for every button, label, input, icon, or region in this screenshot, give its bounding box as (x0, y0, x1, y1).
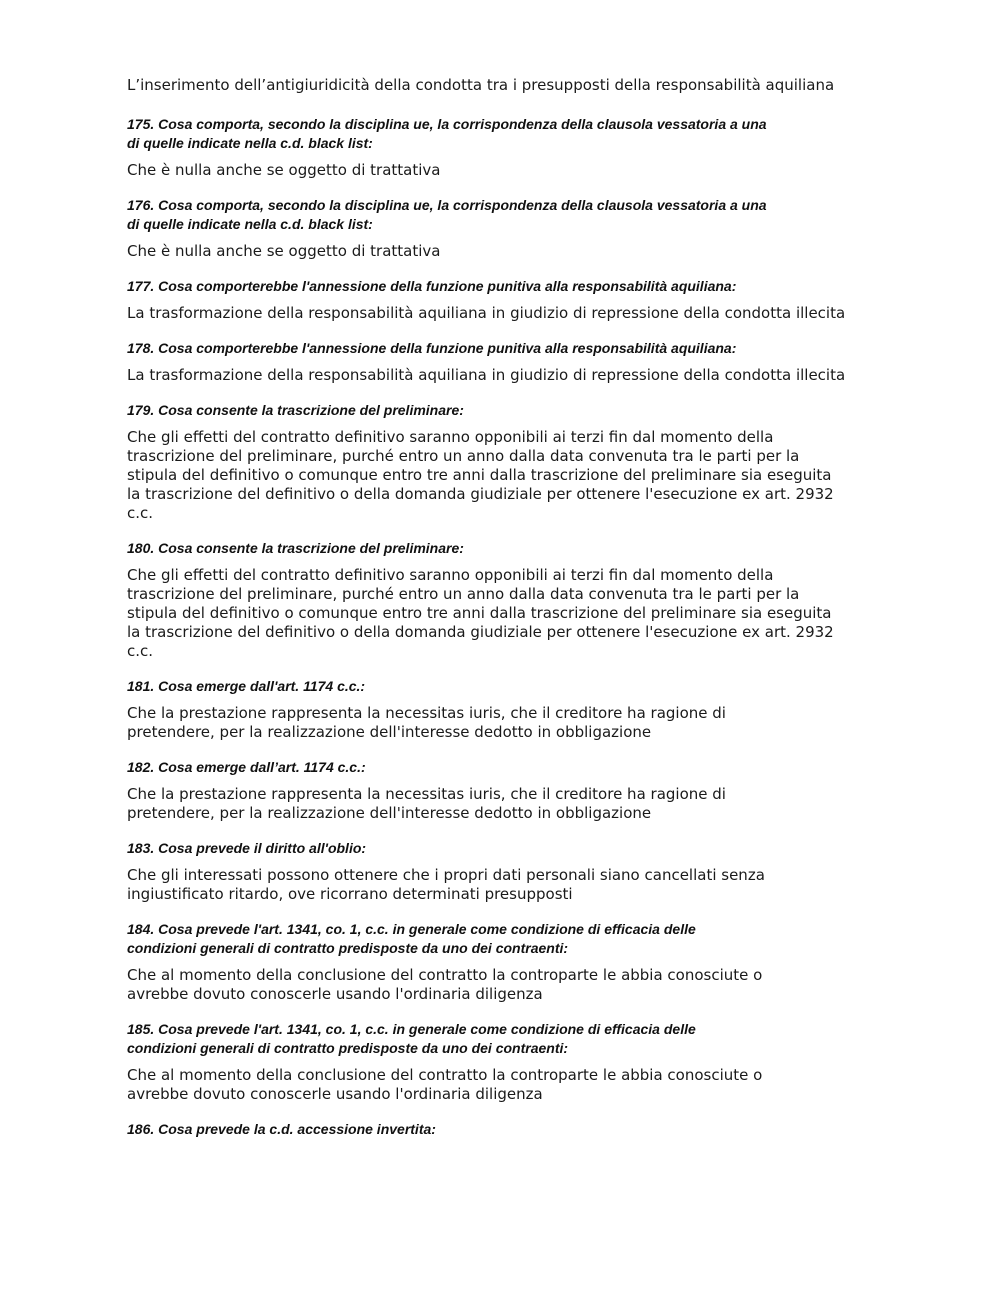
question-text (127, 339, 887, 358)
answer-line: Che al momento della conclusione del contratto la controparte le abbia conosciute o (127, 1066, 763, 1084)
answer-line: Che al momento della conclusione del contratto la controparte le abbia conosciute o (127, 966, 763, 984)
answer-line: La trasformazione della responsabilità aquiliana in giudizio di repressione della condotta illecita (127, 366, 846, 384)
question-text (127, 539, 887, 558)
question-text (127, 196, 887, 234)
qa-item (127, 677, 887, 742)
question-line: 178. Cosa comporterebbe l'annessione della funzione punitiva alla responsabilità aquiliana: (127, 340, 737, 356)
question-line: 177. Cosa comporterebbe l'annessione della funzione punitiva alla responsabilità aquiliana: (127, 278, 737, 294)
qa-item (127, 277, 887, 323)
question-line: condizioni generali di contratto predisposte da uno dei contraenti: (127, 940, 569, 956)
document-page (127, 76, 887, 1147)
question-text (127, 277, 887, 296)
qa-item (127, 401, 887, 523)
qa-item (127, 339, 887, 385)
answer-line: Che la prestazione rappresenta la necessitas iuris, che il creditore ha ragione di (127, 785, 726, 803)
question-text (127, 758, 887, 777)
answer-line: trascrizione del preliminare, purché entro un anno dalla data convenuta tra le parti per la (127, 447, 800, 465)
question-text (127, 920, 887, 958)
answer-line: trascrizione del preliminare, purché entro un anno dalla data convenuta tra le parti per la (127, 585, 800, 603)
answer-line: c.c. (127, 504, 154, 522)
answer-line: la trascrizione del definitivo o della domanda giudiziale per ottenere l'esecuzione ex art. 2932 (127, 623, 834, 641)
answer-text (127, 966, 887, 1004)
qa-item (127, 1020, 887, 1104)
answer-text (127, 785, 887, 823)
answer-line: La trasformazione della responsabilità aquiliana in giudizio di repressione della condotta illecita (127, 304, 846, 322)
answer-line: avrebbe dovuto conoscerle usando l'ordinaria diligenza (127, 1085, 543, 1103)
answer-line: Che gli interessati possono ottenere che i propri dati personali siano cancellati senza (127, 866, 765, 884)
answer-text (127, 304, 887, 323)
answer-line: Che la prestazione rappresenta la necessitas iuris, che il creditore ha ragione di (127, 704, 726, 722)
qa-item (127, 1120, 887, 1139)
answer-line: Che è nulla anche se oggetto di trattativa (127, 161, 441, 179)
question-line: di quelle indicate nella c.d. black list: (127, 135, 373, 151)
qa-item (127, 839, 887, 904)
answer-line: Che gli effetti del contratto definitivo saranno opponibili ai terzi fin dal momento della (127, 566, 774, 584)
answer-line: avrebbe dovuto conoscerle usando l'ordinaria diligenza (127, 985, 543, 1003)
question-text (127, 1120, 887, 1139)
qa-item (127, 539, 887, 661)
question-line: condizioni generali di contratto predisposte da uno dei contraenti: (127, 1040, 569, 1056)
question-line: 180. Cosa consente la trascrizione del preliminare: (127, 540, 464, 556)
question-line: 184. Cosa prevede l'art. 1341, co. 1, c.c. in generale come condizione di efficacia delle (127, 921, 696, 937)
qa-item (127, 758, 887, 823)
qa-item (127, 196, 887, 261)
answer-text (127, 242, 887, 261)
qa-item (127, 115, 887, 180)
answer-line: pretendere, per la realizzazione dell'interesse dedotto in obbligazione (127, 804, 652, 822)
question-text (127, 115, 887, 153)
question-line: 179. Cosa consente la trascrizione del preliminare: (127, 402, 464, 418)
answer-text (127, 161, 887, 180)
question-line: 185. Cosa prevede l'art. 1341, co. 1, c.c. in generale come condizione di efficacia delle (127, 1021, 696, 1037)
answer-line: la trascrizione del definitivo o della domanda giudiziale per ottenere l'esecuzione ex art. 2932 (127, 485, 834, 503)
answer-text (127, 428, 887, 523)
qa-item (127, 920, 887, 1004)
question-text (127, 1020, 887, 1058)
answer-line: pretendere, per la realizzazione dell'interesse dedotto in obbligazione (127, 723, 652, 741)
answer-text (127, 1066, 887, 1104)
question-line: 182. Cosa emerge dall’art. 1174 c.c.: (127, 759, 366, 775)
answer-line: Che gli effetti del contratto definitivo saranno opponibili ai terzi fin dal momento della (127, 428, 774, 446)
answer-text (127, 566, 887, 661)
question-line: 183. Cosa prevede il diritto all'oblio: (127, 840, 367, 856)
question-line: di quelle indicate nella c.d. black list: (127, 216, 373, 232)
question-line: 186. Cosa prevede la c.d. accessione invertita: (127, 1121, 436, 1137)
question-text (127, 677, 887, 696)
answer-line: stipula del definitivo o comunque entro tre anni dalla trascrizione del preliminare sia eseguita (127, 466, 832, 484)
question-text (127, 401, 887, 420)
answer-line: Che è nulla anche se oggetto di trattativa (127, 242, 441, 260)
answer-text (127, 866, 887, 904)
answer-text (127, 366, 887, 385)
question-line: 176. Cosa comporta, secondo la disciplina ue, la corrispondenza della clausola vessatoria a una (127, 197, 767, 213)
qa-list (127, 115, 887, 1139)
question-line: 181. Cosa emerge dall'art. 1174 c.c.: (127, 678, 366, 694)
lead-answer-text: L’inserimento dell’antigiuridicità della condotta tra i presupposti della responsabilità aquiliana (127, 76, 835, 94)
question-line: 175. Cosa comporta, secondo la disciplina ue, la corrispondenza della clausola vessatoria a una (127, 116, 767, 132)
answer-text (127, 704, 887, 742)
answer-line: c.c. (127, 642, 154, 660)
question-text (127, 839, 887, 858)
answer-line: ingiustificato ritardo, ove ricorrano determinati presupposti (127, 885, 573, 903)
answer-line: stipula del definitivo o comunque entro tre anni dalla trascrizione del preliminare sia eseguita (127, 604, 832, 622)
